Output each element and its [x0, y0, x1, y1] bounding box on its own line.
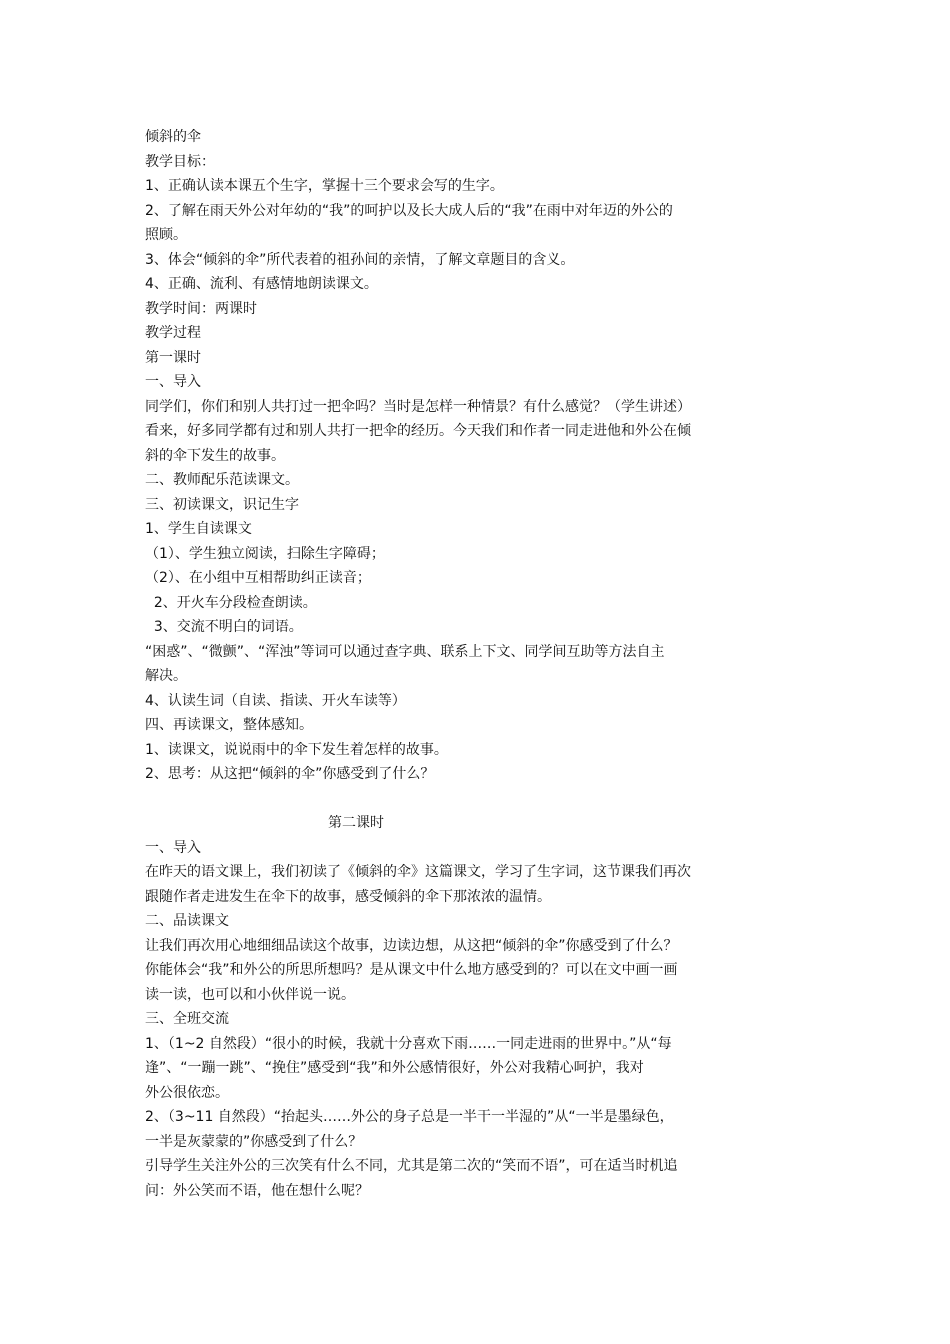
text-line: 让我们再次用心地细细品读这个故事，边读边想，从这把“倾斜的伞”你感受到了什么？ — [145, 937, 678, 954]
text-line: 二、教师配乐范读课文。 — [145, 472, 299, 488]
text-line: 看来，好多同学都有过和别人共打一把伞的经历。今天我们和作者一同走进他和外公在倾 — [145, 423, 691, 439]
text-line: 倾斜的伞 — [145, 129, 201, 145]
text-line: 4、认读生词（自读、指读、开火车读等） — [145, 692, 406, 709]
text-line: 四、再读课文，整体感知。 — [145, 717, 313, 733]
text-line: 第一课时 — [145, 349, 201, 366]
text-line: 4、正确、流利、有感情地朗读课文。 — [145, 276, 378, 292]
text-line: 一、导入 — [145, 839, 201, 856]
text-line: 2、开火车分段检查朗读。 — [145, 594, 317, 611]
text-line: 你能体会“我”和外公的所思所想吗？是从课文中什么地方感受到的？可以在文中画一画 — [145, 962, 678, 978]
text-line: “困惑”、“微颤”、“浑浊”等词可以通过查字典、联系上下文、同学间互助等方法自主 — [145, 643, 665, 660]
text-line: 2、（3~11 自然段）“抬起头……外公的身子总是一半干一半湿的”从“一半是墨绿色， — [145, 1109, 674, 1125]
text-line: 读一读，也可以和小伙伴说一说。 — [145, 986, 355, 1003]
text-line: 教学目标： — [145, 153, 215, 170]
text-line: 跟随作者走进发生在伞下的故事，感受倾斜的伞下那浓浓的温情。 — [145, 888, 551, 905]
section-title: 第二课时 — [328, 815, 384, 831]
text-line: 教学时间：两课时 — [145, 300, 257, 317]
text-line: 1、学生自读课文 — [145, 521, 252, 537]
text-line: 3、交流不明白的词语。 — [145, 619, 303, 635]
blank-line — [145, 787, 811, 812]
text-line: 2、思考：从这把“倾斜的伞”你感受到了什么？ — [145, 766, 435, 782]
text-line: 问：外公笑而不语，他在想什么呢？ — [145, 1182, 369, 1199]
text-line: 引导学生关注外公的三次笑有什么不同，尤其是第二次的“笑而不语”，可在适当时机追 — [145, 1158, 678, 1174]
text-line: 解决。 — [145, 668, 187, 684]
lesson-two-section — [145, 836, 811, 1204]
text-line: 教学过程 — [145, 325, 201, 341]
lesson-one-section — [145, 125, 811, 787]
text-line: 1、读课文，说说雨中的伞下发生着怎样的故事。 — [145, 741, 448, 758]
text-line: 照顾。 — [145, 227, 187, 243]
text-line: 三、初读课文，识记生字 — [145, 496, 299, 513]
text-line: 3、体会“倾斜的伞”所代表着的祖孙间的亲情，了解文章题目的含义。 — [145, 251, 575, 268]
text-line: 二、品读课文 — [145, 913, 229, 929]
text-line: 斜的伞下发生的故事。 — [145, 447, 285, 464]
text-line: 同学们，你们和别人共打过一把伞吗？当时是怎样一种情景？有什么感觉？（学生讲述） — [145, 398, 691, 415]
text-line: （1）、学生独立阅读，扫除生字障碍； — [145, 545, 385, 562]
text-line: 在昨天的语文课上，我们初读了《倾斜的伞》这篇课文，学习了生字词，这节课我们再次 — [145, 864, 691, 880]
text-line: 2、了解在雨天外公对年幼的“我”的呵护以及长大成人后的“我”在雨中对年迈的外公的 — [145, 202, 673, 219]
text-line: 1、正确认读本课五个生字，掌握十三个要求会写的生字。 — [145, 178, 504, 194]
text-line: 逢”、“一蹦一跳”、“挽住”感受到“我”和外公感情很好，外公对我精心呵护，我对 — [145, 1060, 644, 1076]
document-body — [145, 125, 811, 1203]
text-line: （2）、在小组中互相帮助纠正读音； — [145, 570, 371, 586]
text-line: 外公很依恋。 — [145, 1084, 229, 1101]
text-line: 三、全班交流 — [145, 1011, 229, 1027]
text-line: 1、（1~2 自然段）“很小的时候，我就十分喜欢下雨……一同走进雨的世界中。”从“每 — [145, 1035, 672, 1052]
text-line: 一半是灰蒙蒙的”你感受到了什么？ — [145, 1133, 363, 1150]
text-line: 一、导入 — [145, 374, 201, 390]
